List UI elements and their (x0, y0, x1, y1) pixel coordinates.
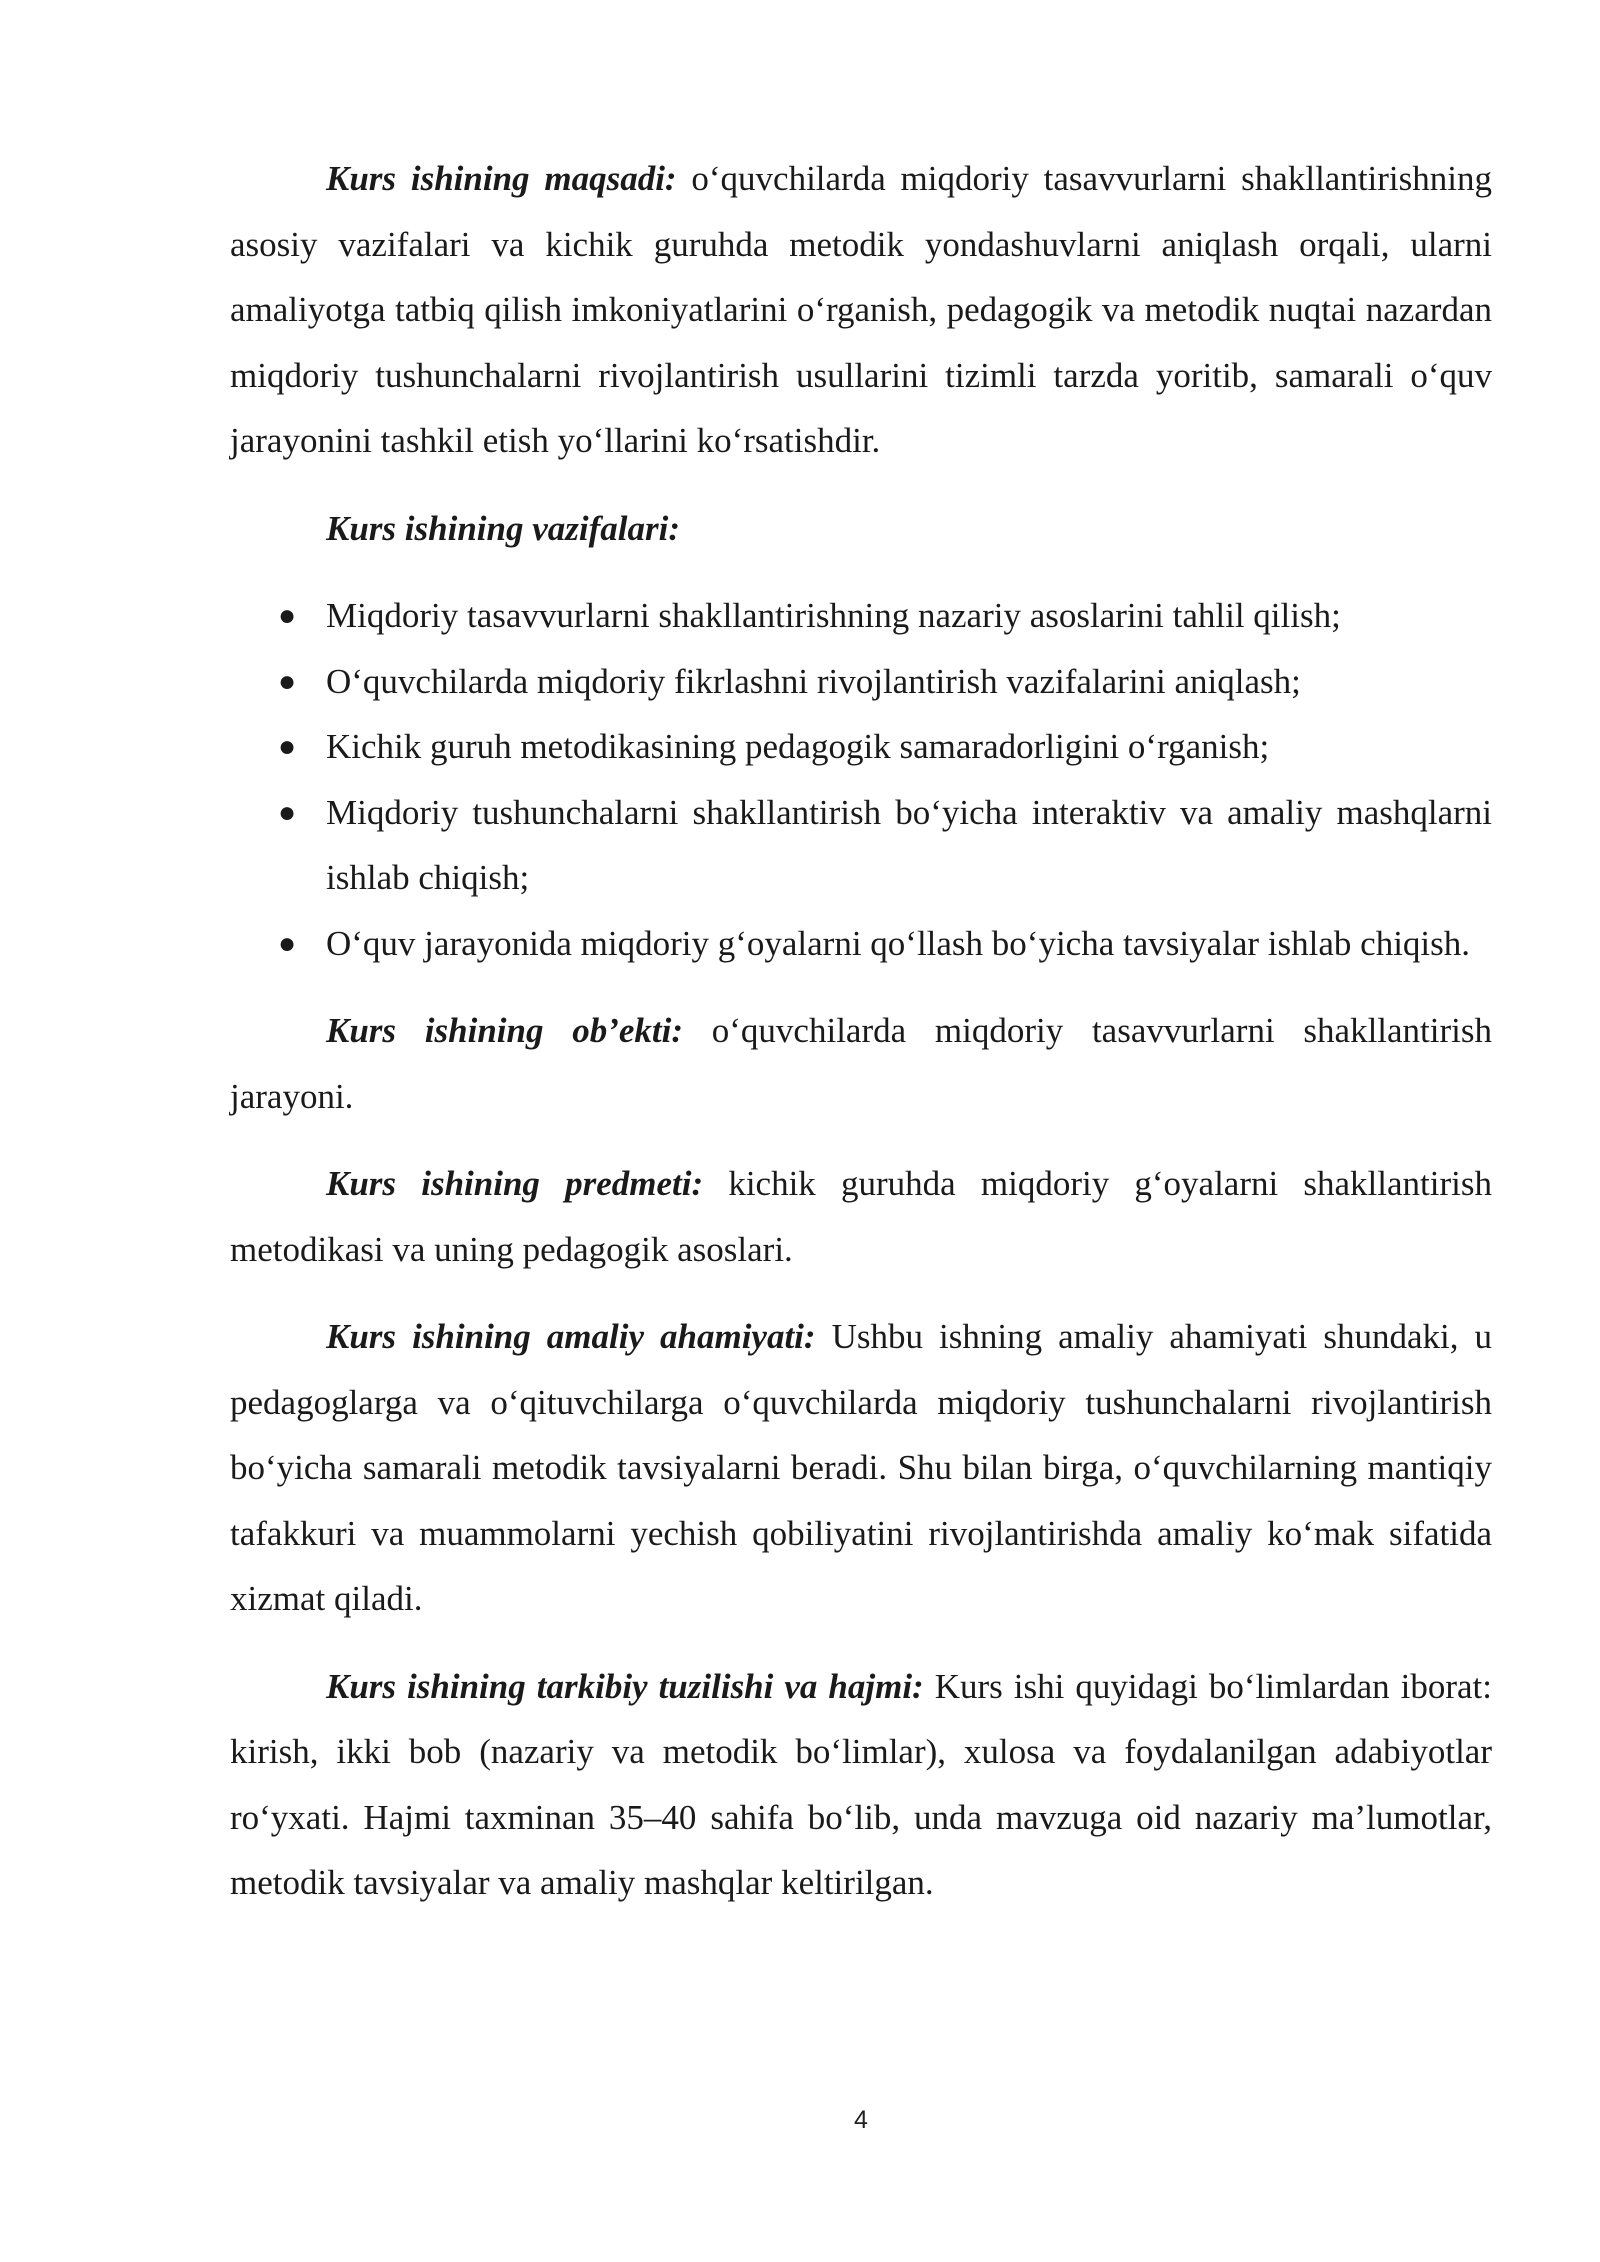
list-item (230, 714, 1492, 780)
tarkib-label: Kurs ishining tarkibiy tuzilishi va hajmi: (326, 1666, 924, 1706)
bullet-icon: ● (278, 926, 297, 960)
list-item-text: Miqdoriy tasavvurlarni shakllantirishning nazariy asoslarini tahlil qilish; (326, 596, 1341, 635)
list-item (230, 583, 1492, 649)
maqsad-text: o‘quvchilarda miqdoriy tasavvurlarni shakllantirishning asosiy vazifalari va kichik guruhda metodik yondashuvlarni aniqlash orqali, ularni amaliyotga tatbiq qilish imkoniyatlarini o‘rganish, pedagogik va metodik nuqtai nazardan miqdoriy tushunchalarni rivojlantirish usullarini tizimli tarzda yoritib, samarali o‘quv jarayonini tashkil etish yo‘llarini ko‘rsatishdir. (230, 159, 1492, 460)
list-item (230, 911, 1492, 977)
predmet-text: kichik guruhda miqdoriy g‘oyalarni shakllantirish metodikasi va uning pedagogik asoslari. (230, 1164, 1492, 1269)
obekt-label: Kurs ishining ob’ekti: (326, 1011, 684, 1050)
list-item-text: O‘quv jarayonida miqdoriy g‘oyalarni qo‘llash bo‘yicha tavsiyalar ishlab chiqish. (326, 923, 1471, 963)
ahamiyat-label: Kurs ishining amaliy ahamiyati: (326, 1317, 816, 1356)
bullet-icon: ● (278, 795, 297, 829)
vazifalar-heading (230, 496, 1492, 562)
predmet-label: Kurs ishining predmeti: (326, 1164, 704, 1203)
list-item (230, 649, 1492, 715)
tarkib-text: Kurs ishi quyidagi bo‘limlardan iborat: kirish, ikki bob (nazariy va metodik bo‘limlar), xulosa va foydalanilgan adabiyotlar ro‘yxati. Hajmi taxminan 35–40 sahifa bo‘lib, unda mavzuga oid nazariy ma’lumotlar, metodik tavsiyalar va amaliy mashqlar keltirilgan. (230, 1666, 1492, 1902)
bullet-icon: ● (278, 730, 297, 763)
list-item-text: Miqdoriy tushunchalarni shakllantirish bo‘yicha interaktiv va amaliy mashqlarni ishlab chiqish; (326, 792, 1492, 897)
paragraph-obekt (230, 998, 1492, 1129)
paragraph-ahamiyat (230, 1304, 1492, 1632)
ahamiyat-text: Ushbu ishning amaliy ahamiyati shundaki, u pedagoglarga va o‘qituvchilarga o‘quvchilarda miqdoriy tushunchalarni rivojlantirish bo‘yicha samarali metodik tavsiyalarni beradi. Shu bilan birga, o‘quvchilarning mantiqiy tafakkuri va muammolarni yechish qobiliyatini rivojlantirishda amaliy ko‘mak sifatida xizmat qiladi. (230, 1317, 1493, 1618)
paragraph-maqsad (230, 146, 1492, 474)
list-item-text: O‘quvchilarda miqdoriy fikrlashni rivojlantirish vazifalarini aniqlash; (326, 661, 1301, 701)
page-number: 4 (854, 2106, 868, 2134)
maqsad-label: Kurs ishining maqsadi: (326, 159, 677, 198)
vazifalar-label: Kurs ishining vazifalari: (326, 508, 680, 548)
bullet-icon: ● (278, 599, 297, 632)
paragraph-tarkib (230, 1654, 1492, 1916)
document-body (230, 146, 1492, 1916)
vazifalar-list (230, 583, 1492, 976)
list-item-text: Kichik guruh metodikasining pedagogik samaradorligini o‘rganish; (326, 727, 1270, 766)
list-item (230, 780, 1492, 911)
bullet-icon: ● (278, 664, 297, 698)
paragraph-predmet (230, 1151, 1492, 1282)
obekt-text: o‘quvchilarda miqdoriy tasavvurlarni shakllantirish jarayoni. (230, 1011, 1492, 1116)
